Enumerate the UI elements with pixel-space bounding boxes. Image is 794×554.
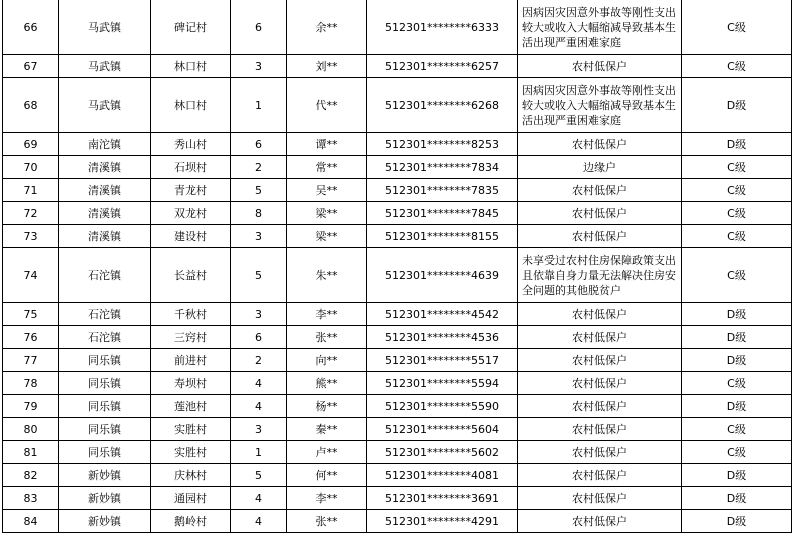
category-cell: 农村低保户: [518, 202, 682, 225]
level-cell: D级: [682, 326, 792, 349]
table-row: [3, 510, 792, 533]
town-cell: 石沱镇: [59, 248, 151, 303]
town-cell: 清溪镇: [59, 156, 151, 179]
level-cell: D级: [682, 133, 792, 156]
id-number-cell: 512301********4291: [367, 510, 518, 533]
village-cell: 秀山村: [151, 133, 231, 156]
table-row: [3, 326, 792, 349]
id-number-cell: 512301********5604: [367, 418, 518, 441]
table-row: [3, 349, 792, 372]
table-row: [3, 395, 792, 418]
village-cell: 千秋村: [151, 303, 231, 326]
name-cell: 向**: [287, 349, 367, 372]
level-cell: D级: [682, 349, 792, 372]
household-size-cell: 2: [231, 349, 287, 372]
category-cell: 农村低保户: [518, 349, 682, 372]
row-number: 71: [3, 179, 59, 202]
village-cell: 碑记村: [151, 0, 231, 55]
level-cell: C级: [682, 156, 792, 179]
level-cell: C级: [682, 225, 792, 248]
id-number-cell: 512301********4536: [367, 326, 518, 349]
village-cell: 庆林村: [151, 464, 231, 487]
household-size-cell: 5: [231, 179, 287, 202]
row-number: 77: [3, 349, 59, 372]
row-number: 66: [3, 0, 59, 55]
row-number: 84: [3, 510, 59, 533]
category-cell: 农村低保户: [518, 510, 682, 533]
row-number: 81: [3, 441, 59, 464]
id-number-cell: 512301********3691: [367, 487, 518, 510]
level-cell: D级: [682, 395, 792, 418]
level-cell: C级: [682, 248, 792, 303]
level-cell: D级: [682, 303, 792, 326]
village-cell: 林口村: [151, 55, 231, 78]
id-number-cell: 512301********6268: [367, 78, 518, 133]
level-cell: C级: [682, 202, 792, 225]
category-cell: 农村低保户: [518, 487, 682, 510]
name-cell: 张**: [287, 510, 367, 533]
village-cell: 石坝村: [151, 156, 231, 179]
table-row: [3, 225, 792, 248]
name-cell: 谭**: [287, 133, 367, 156]
id-number-cell: 512301********4542: [367, 303, 518, 326]
name-cell: 李**: [287, 303, 367, 326]
town-cell: 清溪镇: [59, 202, 151, 225]
name-cell: 杨**: [287, 395, 367, 418]
row-number: 67: [3, 55, 59, 78]
level-cell: D级: [682, 78, 792, 133]
village-cell: 林口村: [151, 78, 231, 133]
name-cell: 常**: [287, 156, 367, 179]
level-cell: C级: [682, 0, 792, 55]
household-size-cell: 3: [231, 225, 287, 248]
village-cell: 实胜村: [151, 441, 231, 464]
table-row: [3, 202, 792, 225]
table-row: [3, 303, 792, 326]
village-cell: 三窍村: [151, 326, 231, 349]
category-cell: 边缘户: [518, 156, 682, 179]
row-number: 76: [3, 326, 59, 349]
town-cell: 新妙镇: [59, 464, 151, 487]
household-size-cell: 3: [231, 303, 287, 326]
id-number-cell: 512301********5594: [367, 372, 518, 395]
name-cell: 余**: [287, 0, 367, 55]
level-cell: D级: [682, 510, 792, 533]
level-cell: D级: [682, 464, 792, 487]
village-cell: 实胜村: [151, 418, 231, 441]
table-row: [3, 55, 792, 78]
name-cell: 卢**: [287, 441, 367, 464]
row-number: 69: [3, 133, 59, 156]
row-number: 83: [3, 487, 59, 510]
category-cell: 农村低保户: [518, 441, 682, 464]
table-row: [3, 441, 792, 464]
table-row: [3, 248, 792, 303]
town-cell: 南沱镇: [59, 133, 151, 156]
table-row: [3, 487, 792, 510]
name-cell: 梁**: [287, 202, 367, 225]
category-cell: 未享受过农村住房保障政策支出且依靠自身力量无法解决住房安全问题的其他脱贫户: [518, 248, 682, 303]
village-cell: 青龙村: [151, 179, 231, 202]
town-cell: 同乐镇: [59, 349, 151, 372]
category-cell: 农村低保户: [518, 372, 682, 395]
row-number: 79: [3, 395, 59, 418]
id-number-cell: 512301********6257: [367, 55, 518, 78]
town-cell: 马武镇: [59, 55, 151, 78]
id-number-cell: 512301********5602: [367, 441, 518, 464]
household-size-cell: 8: [231, 202, 287, 225]
town-cell: 清溪镇: [59, 179, 151, 202]
table-row: [3, 418, 792, 441]
table-row: [3, 372, 792, 395]
row-number: 73: [3, 225, 59, 248]
household-size-cell: 3: [231, 418, 287, 441]
category-cell: 因病因灾因意外事故等刚性支出较大或收入大幅缩减导致基本生活出现严重困难家庭: [518, 0, 682, 55]
level-cell: C级: [682, 55, 792, 78]
level-cell: C级: [682, 441, 792, 464]
town-cell: 石沱镇: [59, 326, 151, 349]
town-cell: 同乐镇: [59, 441, 151, 464]
town-cell: 马武镇: [59, 0, 151, 55]
village-cell: 通园村: [151, 487, 231, 510]
town-cell: 石沱镇: [59, 303, 151, 326]
category-cell: 农村低保户: [518, 326, 682, 349]
id-number-cell: 512301********7834: [367, 156, 518, 179]
id-number-cell: 512301********5517: [367, 349, 518, 372]
level-cell: C级: [682, 372, 792, 395]
village-cell: 双龙村: [151, 202, 231, 225]
village-cell: 鹅岭村: [151, 510, 231, 533]
town-cell: 清溪镇: [59, 225, 151, 248]
household-size-cell: 3: [231, 55, 287, 78]
town-cell: 新妙镇: [59, 487, 151, 510]
id-number-cell: 512301********8253: [367, 133, 518, 156]
table-row: [3, 156, 792, 179]
id-number-cell: 512301********7835: [367, 179, 518, 202]
table-row: [3, 78, 792, 133]
category-cell: 农村低保户: [518, 418, 682, 441]
table-row: [3, 464, 792, 487]
village-cell: 莲池村: [151, 395, 231, 418]
town-cell: 马武镇: [59, 78, 151, 133]
name-cell: 吴**: [287, 179, 367, 202]
name-cell: 李**: [287, 487, 367, 510]
name-cell: 何**: [287, 464, 367, 487]
household-size-cell: 5: [231, 248, 287, 303]
village-cell: 寿坝村: [151, 372, 231, 395]
name-cell: 梁**: [287, 225, 367, 248]
name-cell: 秦**: [287, 418, 367, 441]
town-cell: 同乐镇: [59, 395, 151, 418]
category-cell: 因病因灾因意外事故等刚性支出较大或收入大幅缩减导致基本生活出现严重困难家庭: [518, 78, 682, 133]
household-size-cell: 5: [231, 464, 287, 487]
category-cell: 农村低保户: [518, 225, 682, 248]
name-cell: 熊**: [287, 372, 367, 395]
town-cell: 同乐镇: [59, 418, 151, 441]
category-cell: 农村低保户: [518, 133, 682, 156]
household-size-cell: 4: [231, 372, 287, 395]
household-size-cell: 1: [231, 78, 287, 133]
row-number: 82: [3, 464, 59, 487]
household-size-cell: 4: [231, 487, 287, 510]
household-size-cell: 2: [231, 156, 287, 179]
level-cell: C级: [682, 418, 792, 441]
village-cell: 建设村: [151, 225, 231, 248]
name-cell: 代**: [287, 78, 367, 133]
row-number: 80: [3, 418, 59, 441]
village-cell: 长益村: [151, 248, 231, 303]
row-number: 72: [3, 202, 59, 225]
row-number: 75: [3, 303, 59, 326]
name-cell: 张**: [287, 326, 367, 349]
id-number-cell: 512301********4639: [367, 248, 518, 303]
name-cell: 朱**: [287, 248, 367, 303]
level-cell: C级: [682, 179, 792, 202]
category-cell: 农村低保户: [518, 464, 682, 487]
household-size-cell: 6: [231, 133, 287, 156]
town-cell: 新妙镇: [59, 510, 151, 533]
id-number-cell: 512301********4081: [367, 464, 518, 487]
town-cell: 同乐镇: [59, 372, 151, 395]
household-size-cell: 6: [231, 0, 287, 55]
category-cell: 农村低保户: [518, 179, 682, 202]
id-number-cell: 512301********7845: [367, 202, 518, 225]
category-cell: 农村低保户: [518, 55, 682, 78]
household-size-cell: 1: [231, 441, 287, 464]
category-cell: 农村低保户: [518, 303, 682, 326]
table-row: [3, 179, 792, 202]
level-cell: D级: [682, 487, 792, 510]
id-number-cell: 512301********6333: [367, 0, 518, 55]
row-number: 70: [3, 156, 59, 179]
village-cell: 前进村: [151, 349, 231, 372]
category-cell: 农村低保户: [518, 395, 682, 418]
row-number: 68: [3, 78, 59, 133]
household-table: [2, 0, 792, 533]
row-number: 74: [3, 248, 59, 303]
id-number-cell: 512301********5590: [367, 395, 518, 418]
name-cell: 刘**: [287, 55, 367, 78]
household-size-cell: 4: [231, 510, 287, 533]
id-number-cell: 512301********8155: [367, 225, 518, 248]
table-row: [3, 0, 792, 55]
household-size-cell: 6: [231, 326, 287, 349]
row-number: 78: [3, 372, 59, 395]
table-row: [3, 133, 792, 156]
household-size-cell: 4: [231, 395, 287, 418]
